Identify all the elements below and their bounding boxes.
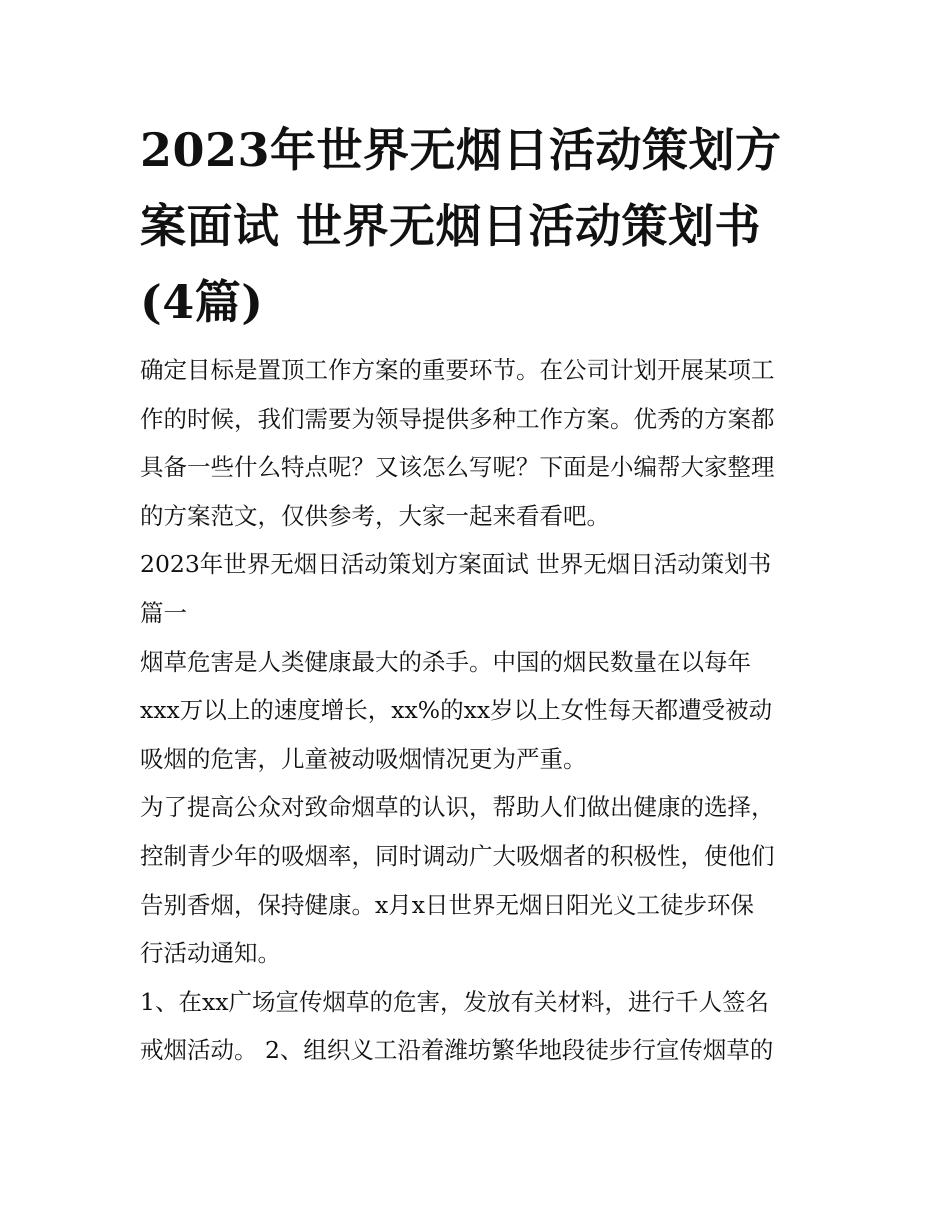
- text-line: 具备一些什么特点呢？又该怎么写呢？下面是小编帮大家整理: [140, 453, 775, 482]
- text-line: 吸烟的危害，儿童被动吸烟情况更为严重。: [140, 744, 587, 773]
- text-line: xxx万以上的速度增长，xx%的xx岁以上女性每天都遭受被动: [140, 696, 773, 725]
- intro-paragraph: [140, 346, 820, 540]
- body-paragraph: [140, 638, 820, 784]
- text-line: 篇一: [140, 598, 187, 627]
- text-line: 告别香烟，保持健康。x月x日世界无烟日阳光义工徒步环保: [140, 890, 755, 919]
- text-line: 为了提高公众对致命烟草的认识，帮助人们做出健康的选择，: [140, 793, 775, 822]
- document-title: [140, 112, 820, 340]
- text-line: 确定目标是置顶工作方案的重要环节。在公司计划开展某项工: [140, 356, 775, 384]
- title-line: 2023年世界无烟日活动策划方: [140, 123, 782, 177]
- text-line: 1、在xx广场宣传烟草的危害，发放有关材料，进行千人签名: [140, 987, 769, 1016]
- text-line: 控制青少年的吸烟率，同时调动广大吸烟者的积极性，使他们: [140, 841, 775, 870]
- text-line: 行活动通知。: [140, 939, 281, 968]
- body-paragraph: [140, 783, 820, 977]
- document-page: [140, 112, 820, 1075]
- text-line: 作的时候，我们需要为领导提供多种工作方案。优秀的方案都: [140, 404, 775, 433]
- title-line: (4篇): [140, 275, 264, 329]
- text-line: 2023年世界无烟日活动策划方案面试 世界无烟日活动策划书: [140, 550, 772, 579]
- title-line: 案面试 世界无烟日活动策划书: [140, 199, 762, 253]
- section-heading: [140, 540, 820, 637]
- text-line: 烟草危害是人类健康最大的杀手。中国的烟民数量在以每年: [140, 647, 751, 676]
- text-line: 戒烟活动。 2、组织义工沿着潍坊繁华地段徒步行宣传烟草的: [140, 1036, 774, 1065]
- body-paragraph: [140, 978, 820, 1075]
- text-line: 的方案范文，仅供参考，大家一起来看看吧。: [140, 501, 610, 530]
